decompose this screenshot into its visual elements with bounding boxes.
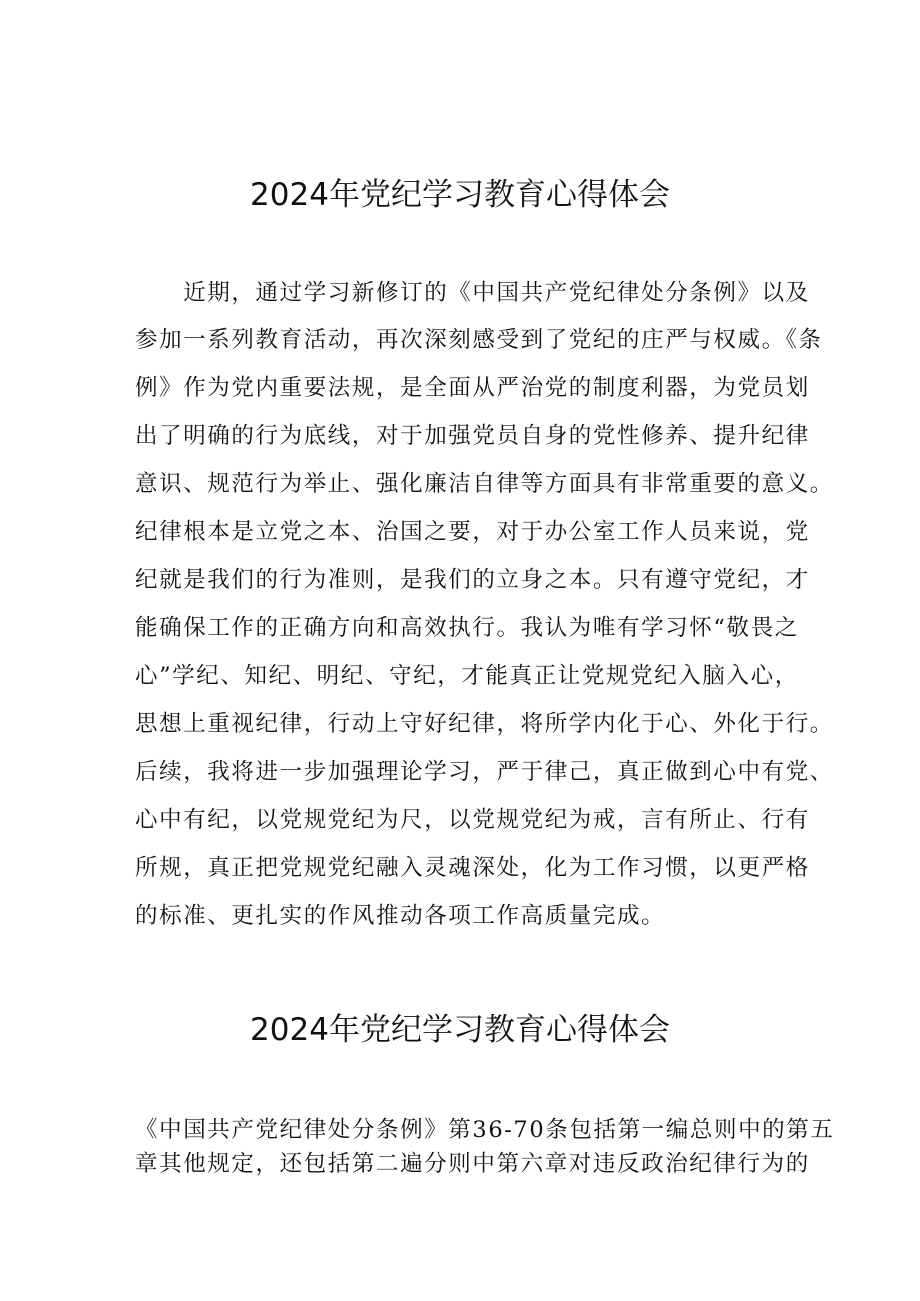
paragraph-line: 意识、规范行为举止、强化廉洁自律等方面具有非常重要的意义。 bbox=[135, 471, 834, 497]
paragraph-line: 心中有纪，以党规党纪为尺，以党规党纪为戒，言有所止、行有 bbox=[135, 807, 810, 833]
paragraph-line: 思想上重视纪律，行动上守好纪律，将所学内化于心、外化于行。 bbox=[135, 711, 834, 737]
paragraph-line: 近期，通过学习新修订的《中国共产党纪律处分条例》以及 bbox=[135, 280, 810, 306]
paragraph-line: 的标准、更扎实的作风推动各项工作高质量完成。 bbox=[135, 903, 666, 929]
paragraph-line: 心”学纪、知纪、明纪、守纪，才能真正让党规党纪入脑入心， bbox=[135, 663, 799, 689]
document-title-second: 2024年党纪学习教育心得体会 bbox=[250, 1012, 670, 1048]
document-title: 2024年党纪学习教育心得体会 bbox=[250, 177, 670, 213]
paragraph-line: 纪就是我们的行为准则，是我们的立身之本。只有遵守党纪，才 bbox=[135, 567, 810, 593]
paragraph-line: 《中国共产党纪律处分条例》第36-70条包括第一编总则中的第五 bbox=[135, 1117, 835, 1143]
paragraph-line: 出了明确的行为底线，对于加强党员自身的党性修养、提升纪律 bbox=[135, 423, 810, 449]
paragraph-line: 参加一系列教育活动，再次深刻感受到了党纪的庄严与权威。《条 bbox=[135, 327, 823, 353]
paragraph-line: 纪律根本是立党之本、治国之要，对于办公室工作人员来说，党 bbox=[135, 519, 810, 545]
paragraph-line: 能确保工作的正确方向和高效执行。我认为唯有学习怀“敬畏之 bbox=[135, 615, 799, 641]
paragraph-line: 所规，真正把党规党纪融入灵魂深处，化为工作习惯，以更严格 bbox=[135, 855, 810, 881]
paragraph-line: 章其他规定，还包括第二遍分则中第六章对违反政治纪律行为的 bbox=[135, 1151, 810, 1177]
paragraph-line: 例》作为党内重要法规，是全面从严治党的制度利器，为党员划 bbox=[135, 375, 810, 401]
paragraph-line: 后续，我将进一步加强理论学习，严于律己，真正做到心中有党、 bbox=[135, 759, 834, 785]
